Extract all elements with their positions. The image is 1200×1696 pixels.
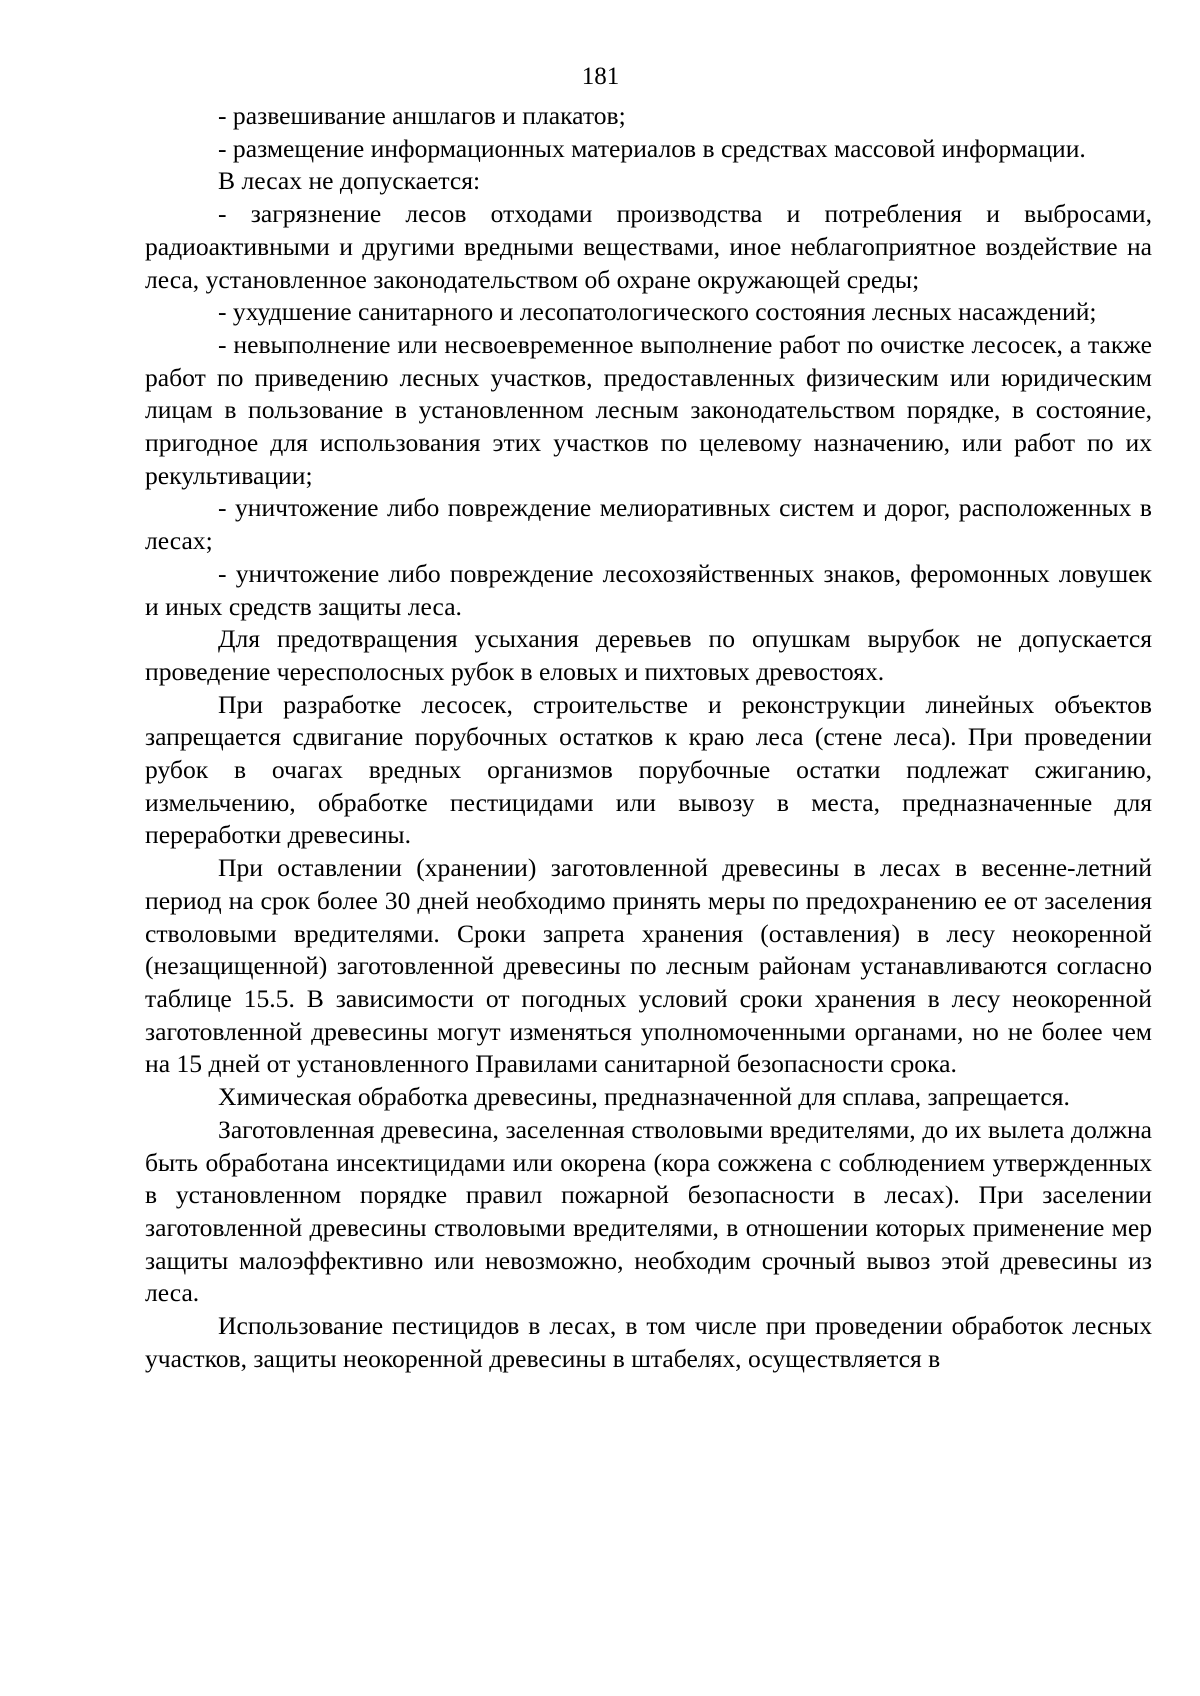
paragraph-4: - загрязнение лесов отходами производства и потребления и выбросами, радиоактивными и другими вредными веществами, иное неблагоприятное воздействие на леса, установленное законодательством об охране окружающей среды;: [145, 199, 1152, 294]
paragraph-9: Для предотвращения усыхания деревьев по опушкам вырубок не допускается проведение чересполосных рубок в еловых и пихтовых древостоях.: [145, 624, 1152, 686]
page-number: 181: [581, 63, 620, 90]
paragraph-10: При разработке лесосек, строительстве и реконструкции линейных объектов запрещается сдвигание порубочных остатков к краю леса (стене леса). При проведении рубок в очагах вредных организмов порубочные остатки подлежат сжиганию, измельчению, обработке пестицидами или вывозу в места, предназначенные для переработки древесины.: [145, 689, 1152, 850]
body-text: [145, 100, 1152, 1375]
paragraph-12: Химическая обработка древесины, предназначенной для сплава, запрещается.: [218, 1082, 1070, 1112]
paragraph-8: - уничтожение либо повреждение лесохозяйственных знаков, феромонных ловушек и иных средств защиты леса.: [145, 558, 1152, 621]
paragraph-5: - ухудшение санитарного и лесопатологического состояния лесных насаждений;: [218, 297, 1097, 327]
paragraph-14: Использование пестицидов в лесах, в том числе при проведении обработок лесных участков, защиты неокоренной древесины в штабелях, осуществляется в: [145, 1311, 1152, 1373]
paragraph-2: - размещение информационных материалов в средствах массовой информации.: [218, 133, 1086, 163]
paragraph-13: Заготовленная древесина, заселенная стволовыми вредителями, до их вылета должна быть обработана инсектицидами или окорена (кора сожжена с соблюдением утвержденных в установленном порядке правил пожарной безопасности в лесах). При заселении заготовленной древесины стволовыми вредителями, в отношении которых применение мер защиты малоэффективно или невозможно, необходим срочный вывоз этой древесины из леса.: [145, 1114, 1152, 1308]
paragraph-3: В лесах не допускается:: [218, 166, 481, 196]
paragraph-11: При оставлении (хранении) заготовленной древесины в лесах в весенне-летний период на срок более 30 дней необходимо принять меры по предохранению ее от заселения стволовыми вредителями. Сроки запрета хранения (оставления) в лесу неокоренной (незащищенной) заготовленной древесины по лесным районам устанавливаются согласно таблице 15.5. В зависимости от погодных условий сроки хранения в лесу неокоренной заготовленной древесины могут изменяться уполномоченными органами, но не более чем на 15 дней от установленного Правилами санитарной безопасности срока.: [145, 853, 1152, 1079]
paragraph-7: - уничтожение либо повреждение мелиоративных систем и дорог, расположенных в лесах;: [145, 493, 1152, 556]
paragraph-6: - невыполнение или несвоевременное выполнение работ по очистке лесосек, а также работ по приведению лесных участков, предоставленных физическим или юридическим лицам в пользование в установленном лесным законодательством порядке, в состояние, пригодное для использования этих участков по целевому назначению, или работ по их рекультивации;: [145, 329, 1152, 490]
paragraph-1: - развешивание аншлагов и плакатов;: [218, 101, 626, 130]
